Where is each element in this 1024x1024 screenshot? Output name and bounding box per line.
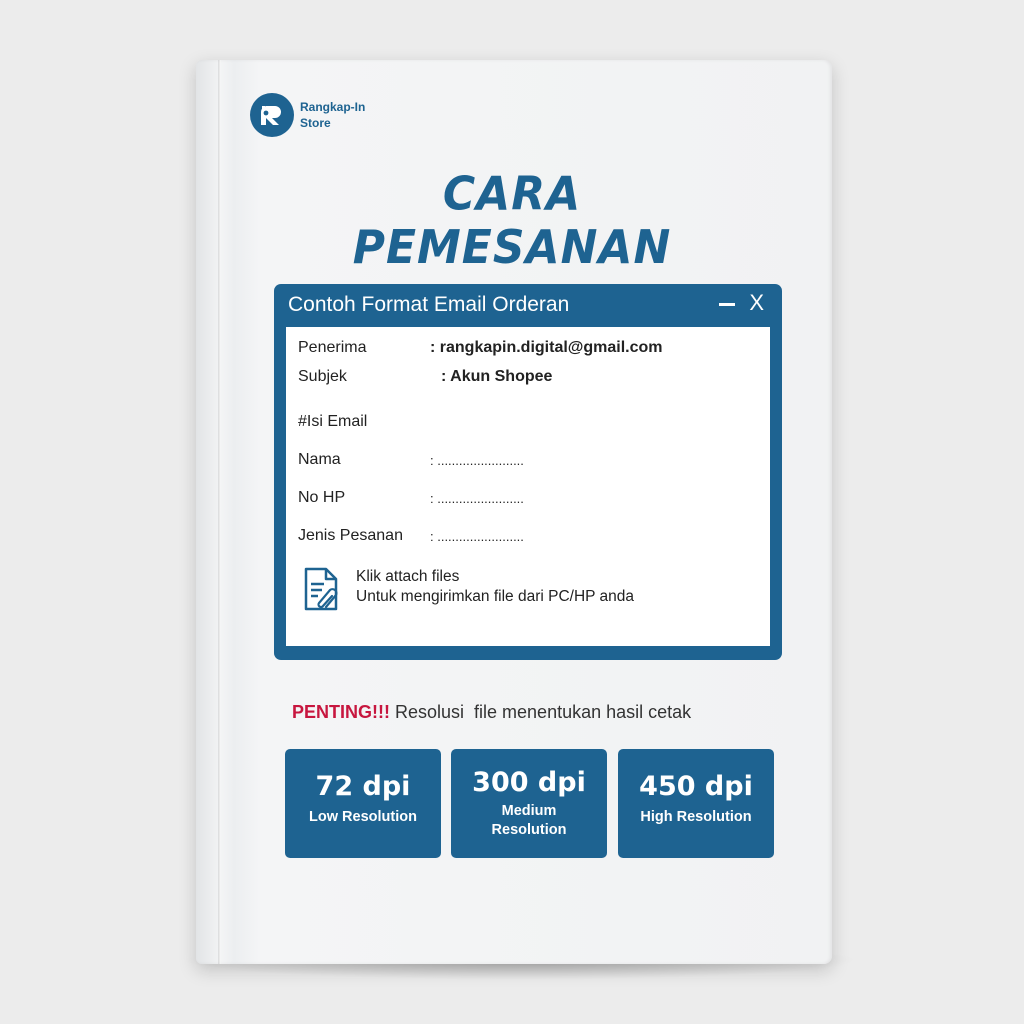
dpi-value: 300 dpi (472, 767, 586, 798)
recipient-email: : rangkapin.digital@gmail.com (430, 339, 663, 356)
attach-line-2: Untuk mengirimkan file dari PC/HP anda (356, 588, 634, 605)
window-title: Contoh Format Email Orderan (288, 293, 570, 316)
page-title: CARA PEMESANAN (352, 167, 672, 275)
logo-r-icon (250, 93, 294, 137)
nama-value: : ........................ (430, 453, 524, 468)
row-no-hp (298, 489, 524, 507)
logo-text (300, 99, 365, 131)
resolution-label: Low Resolution (309, 809, 417, 825)
no-hp-value: : ........................ (430, 491, 524, 506)
close-icon[interactable]: X (749, 290, 764, 315)
row-subjek (298, 368, 553, 386)
resolution-line-1: Medium (501, 803, 557, 819)
brand-logo (250, 93, 365, 137)
row-label: No HP (298, 489, 346, 506)
jenis-pesanan-value: : ........................ (430, 529, 524, 544)
notice-highlight: PENTING!!! (292, 702, 390, 722)
subject-value: : Akun Shopee (441, 368, 553, 385)
window-controls (719, 290, 764, 316)
notice-text: Resolusi file menentukan hasil cetak (390, 702, 692, 722)
attach-line-1: Klik attach files (356, 568, 460, 585)
row-label: #Isi Email (298, 413, 368, 430)
row-label: Jenis Pesanan (298, 527, 403, 544)
email-format-window (274, 284, 782, 660)
resolution-label (451, 802, 607, 840)
resolution-line-2: Resolution (491, 822, 567, 838)
logo-line-1: Rangkap-In (300, 100, 366, 114)
dpi-value: 450 dpi (639, 771, 753, 802)
minimize-icon[interactable] (719, 303, 735, 306)
logo-line-2: Store (300, 116, 331, 130)
card-450-dpi (618, 749, 774, 858)
card-300-dpi (451, 749, 607, 858)
row-penerima (298, 339, 663, 357)
row-label: Subjek (298, 368, 347, 385)
resolution-label: High Resolution (640, 809, 752, 825)
attach-files-hint[interactable] (302, 567, 634, 611)
card-72-dpi (285, 749, 441, 858)
row-jenis-pesanan (298, 527, 524, 545)
row-label: Nama (298, 451, 341, 468)
row-nama (298, 451, 524, 469)
attach-text (356, 567, 634, 607)
attach-file-icon (302, 567, 342, 611)
row-isi-email (298, 413, 367, 431)
resolution-notice (292, 702, 691, 723)
book-spine (218, 60, 221, 964)
row-label: Penerima (298, 339, 367, 356)
dpi-value: 72 dpi (315, 771, 411, 802)
window-body (286, 327, 770, 646)
